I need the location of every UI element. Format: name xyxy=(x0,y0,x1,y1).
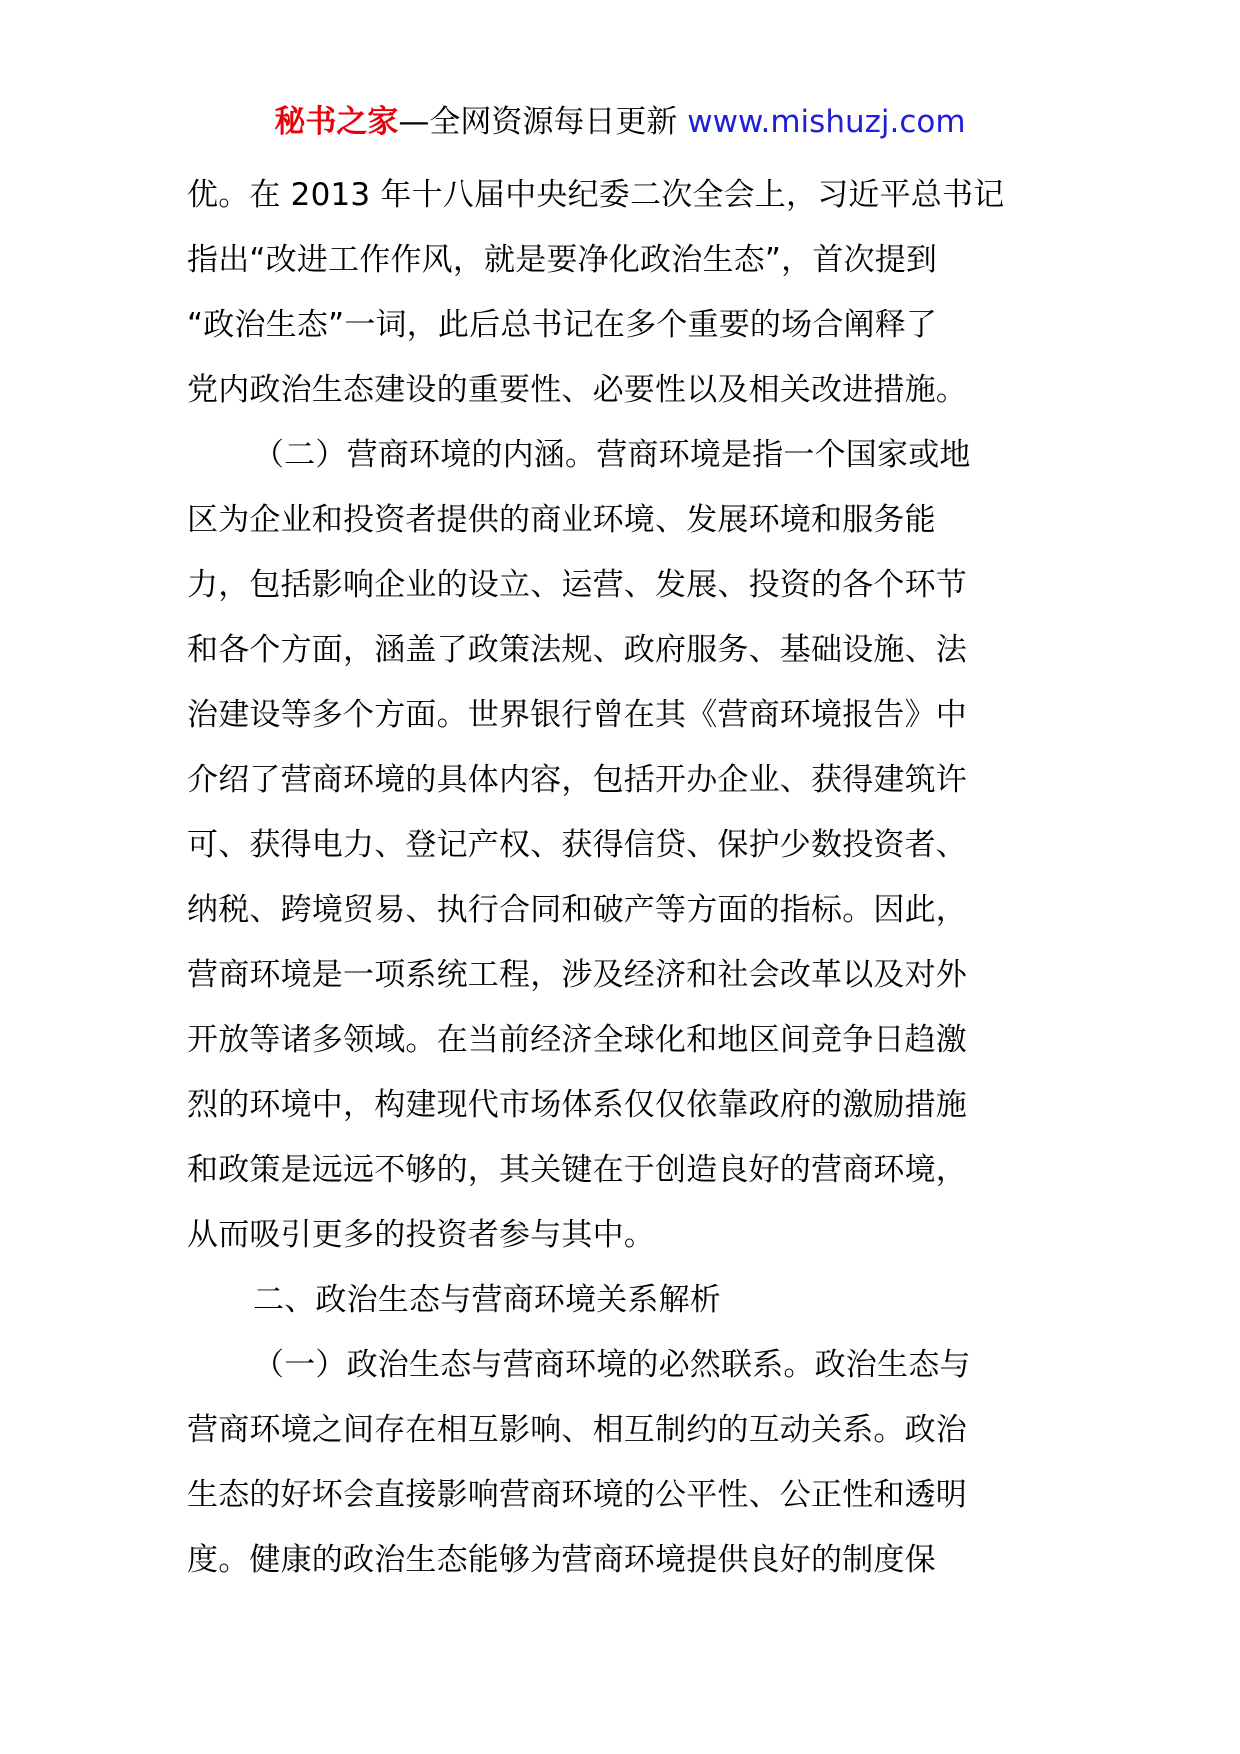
text-line: 和各个方面，涵盖了政策法规、政府服务、基础设施、法 xyxy=(187,632,967,668)
paragraph-start-line: （一）政治生态与营商环境的必然联系。政治生态与 xyxy=(253,1347,971,1383)
text-line: 治建设等多个方面。世界银行曾在其《营商环境报告》中 xyxy=(187,697,967,733)
text-line: 可、获得电力、登记产权、获得信贷、保护少数投资者、 xyxy=(187,827,967,863)
section-heading: 二、政治生态与营商环境关系解析 xyxy=(253,1282,721,1318)
site-url-link[interactable]: www.mishuzj.com xyxy=(687,104,966,140)
text-line: 度。健康的政治生态能够为营商环境提供良好的制度保 xyxy=(187,1542,936,1578)
text-line: 力，包括影响企业的设立、运营、发展、投资的各个环节 xyxy=(187,567,967,603)
text-line: 党内政治生态建设的重要性、必要性以及相关改进措施。 xyxy=(187,372,967,408)
text-line: 纳税、跨境贸易、执行合同和破产等方面的指标。因此， xyxy=(187,892,967,928)
text-line: 开放等诸多领域。在当前经济全球化和地区间竞争日趋激 xyxy=(187,1022,967,1058)
text-line: 介绍了营商环境的具体内容，包括开办企业、获得建筑许 xyxy=(187,762,967,798)
document-body xyxy=(187,163,1057,1593)
site-header xyxy=(0,102,1240,142)
text-line: 营商环境之间存在相互影响、相互制约的互动关系。政治 xyxy=(187,1412,967,1448)
site-brand: 秘书之家 xyxy=(274,104,399,140)
paragraph-start-line: （二）营商环境的内涵。营商环境是指一个国家或地 xyxy=(253,437,971,473)
text-line: 和政策是远远不够的，其关键在于创造良好的营商环境， xyxy=(187,1152,967,1188)
text-line: 营商环境是一项系统工程，涉及经济和社会改革以及对外 xyxy=(187,957,967,993)
site-tagline: —全网资源每日更新 xyxy=(398,104,688,140)
text-line: 烈的环境中，构建现代市场体系仅仅依靠政府的激励措施 xyxy=(187,1087,967,1123)
text-line: 从而吸引更多的投资者参与其中。 xyxy=(187,1217,655,1253)
text-line: “政治生态”一词，此后总书记在多个重要的场合阐释了 xyxy=(187,307,938,343)
text-line: 区为企业和投资者提供的商业环境、发展环境和服务能 xyxy=(187,502,936,538)
text-line: 指出“改进工作作风，就是要净化政治生态”，首次提到 xyxy=(187,242,938,278)
text-line: 生态的好坏会直接影响营商环境的公平性、公正性和透明 xyxy=(187,1477,967,1513)
text-line: 优。在 2013 年十八届中央纪委二次全会上，习近平总书记 xyxy=(187,177,1005,213)
